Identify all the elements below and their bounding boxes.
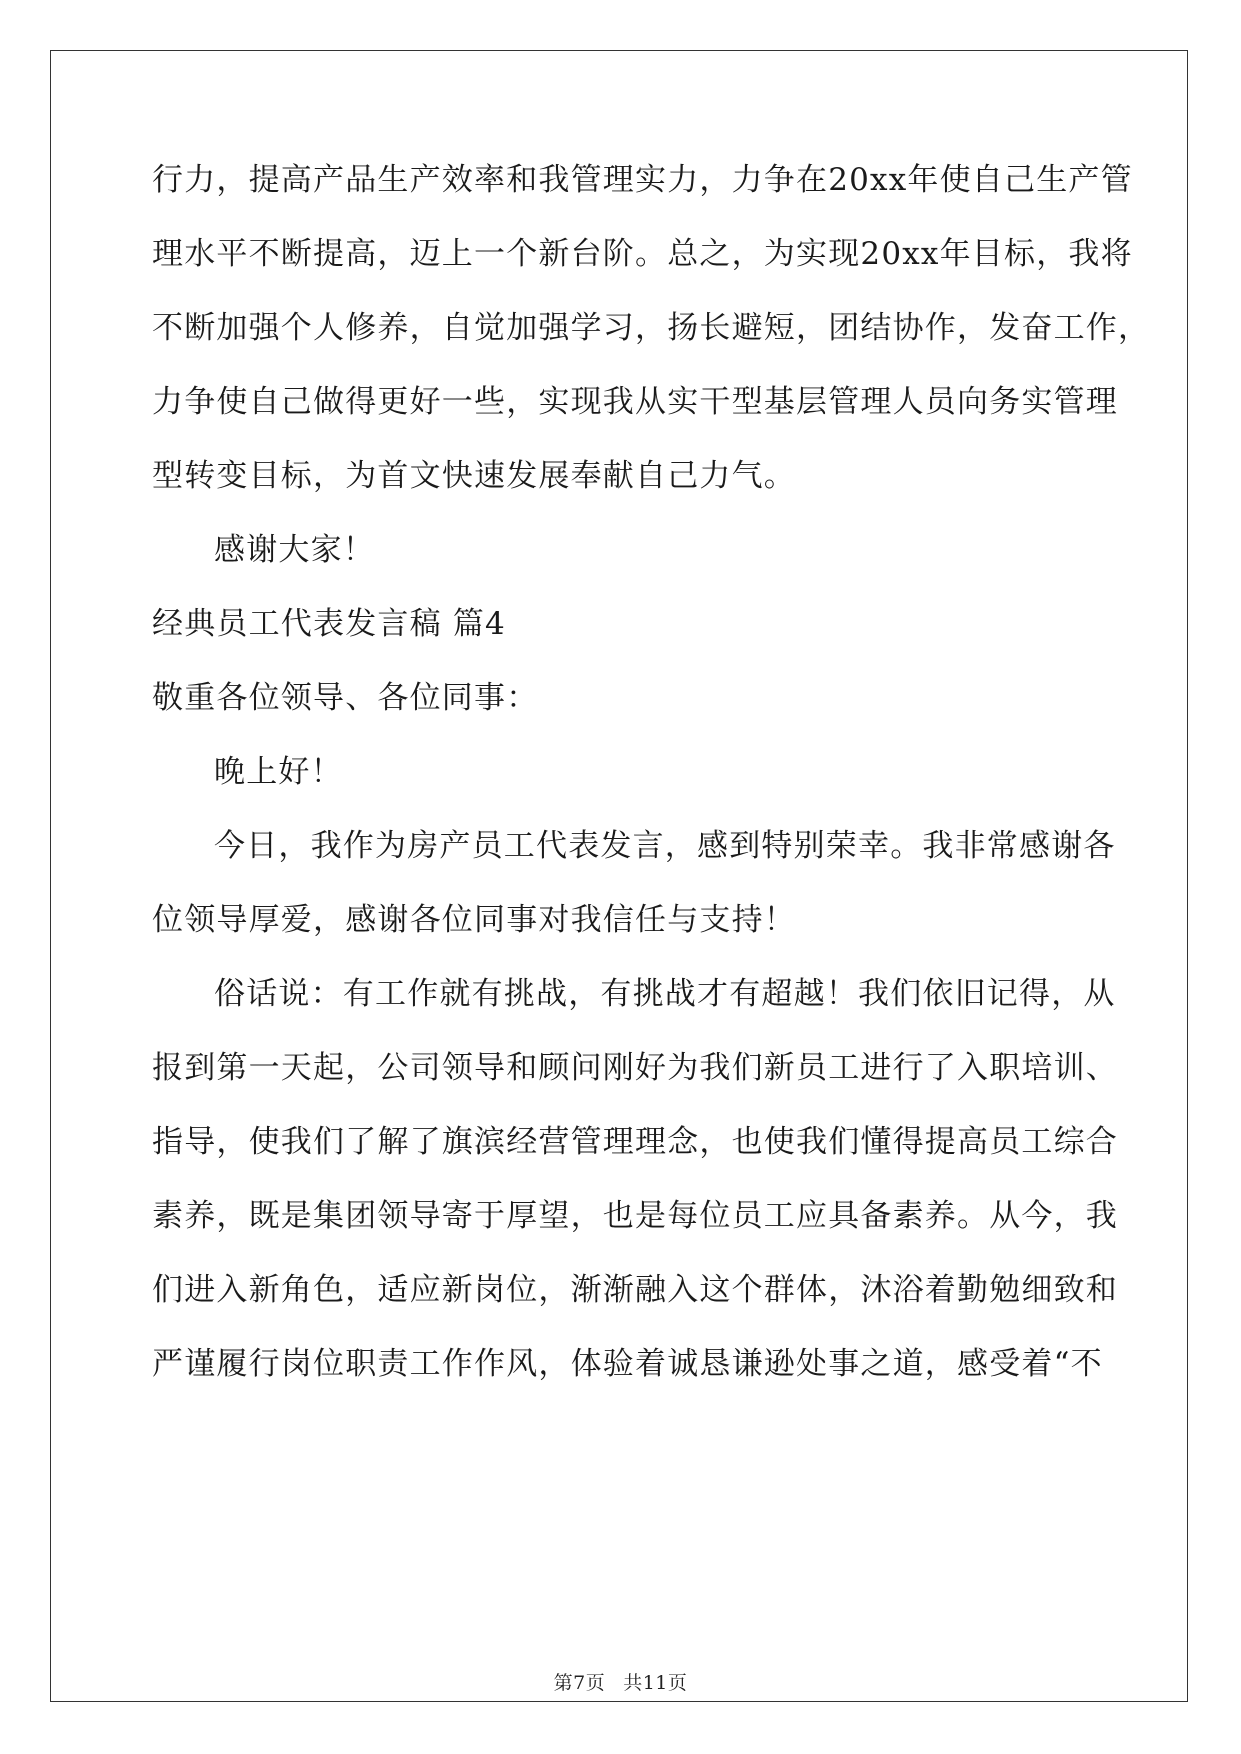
text-line: 力争使自己做得更好一些，实现我从实干型基层管理人员向务实管理	[152, 384, 1118, 420]
page-footer	[0, 1668, 1241, 1695]
text-line: 今日，我作为房产员工代表发言，感到特别荣幸。我非常感谢各	[214, 828, 1116, 864]
text-line: 指导，使我们了解了旗滨经营管理理念，也使我们懂得提高员工综合	[152, 1124, 1118, 1160]
text-line: 理水平不断提高，迈上一个新台阶。总之，为实现20xx年目标，我将	[152, 236, 1133, 272]
text-line: 报到第一天起，公司领导和顾问刚好为我们新员工进行了入职培训、	[152, 1050, 1118, 1086]
page-border	[50, 50, 1188, 1702]
text-line: 们进入新角色，适应新岗位，渐渐融入这个群体，沐浴着勤勉细致和	[152, 1272, 1118, 1308]
text-line: 俗话说：有工作就有挑战，有挑战才有超越！我们依旧记得，从	[214, 976, 1116, 1012]
total-pages-label: 共11页	[623, 1672, 688, 1694]
current-page-label: 第7页	[553, 1672, 606, 1694]
closing-line: 感谢大家！	[214, 532, 375, 568]
salutation: 敬重各位领导、各位同事：	[152, 680, 539, 716]
text-line: 素养，既是集团领导寄于厚望，也是每位员工应具备素养。从今，我	[152, 1198, 1118, 1234]
text-line: 位领导厚爱，感谢各位同事对我信任与支持！	[152, 902, 796, 938]
greeting: 晚上好！	[214, 754, 343, 790]
text-line: 行力，提高产品生产效率和我管理实力，力争在20xx年使自己生产管	[152, 162, 1133, 198]
text-line: 不断加强个人修养，自觉加强学习，扬长避短，团结协作，发奋工作，	[152, 310, 1151, 346]
text-line: 型转变目标，为首文快速发展奉献自己力气。	[152, 458, 796, 494]
section-heading: 经典员工代表发言稿 篇4	[152, 606, 506, 642]
text-line: 严谨履行岗位职责工作作风，体验着诚恳谦逊处事之道，感受着“不	[152, 1346, 1103, 1382]
